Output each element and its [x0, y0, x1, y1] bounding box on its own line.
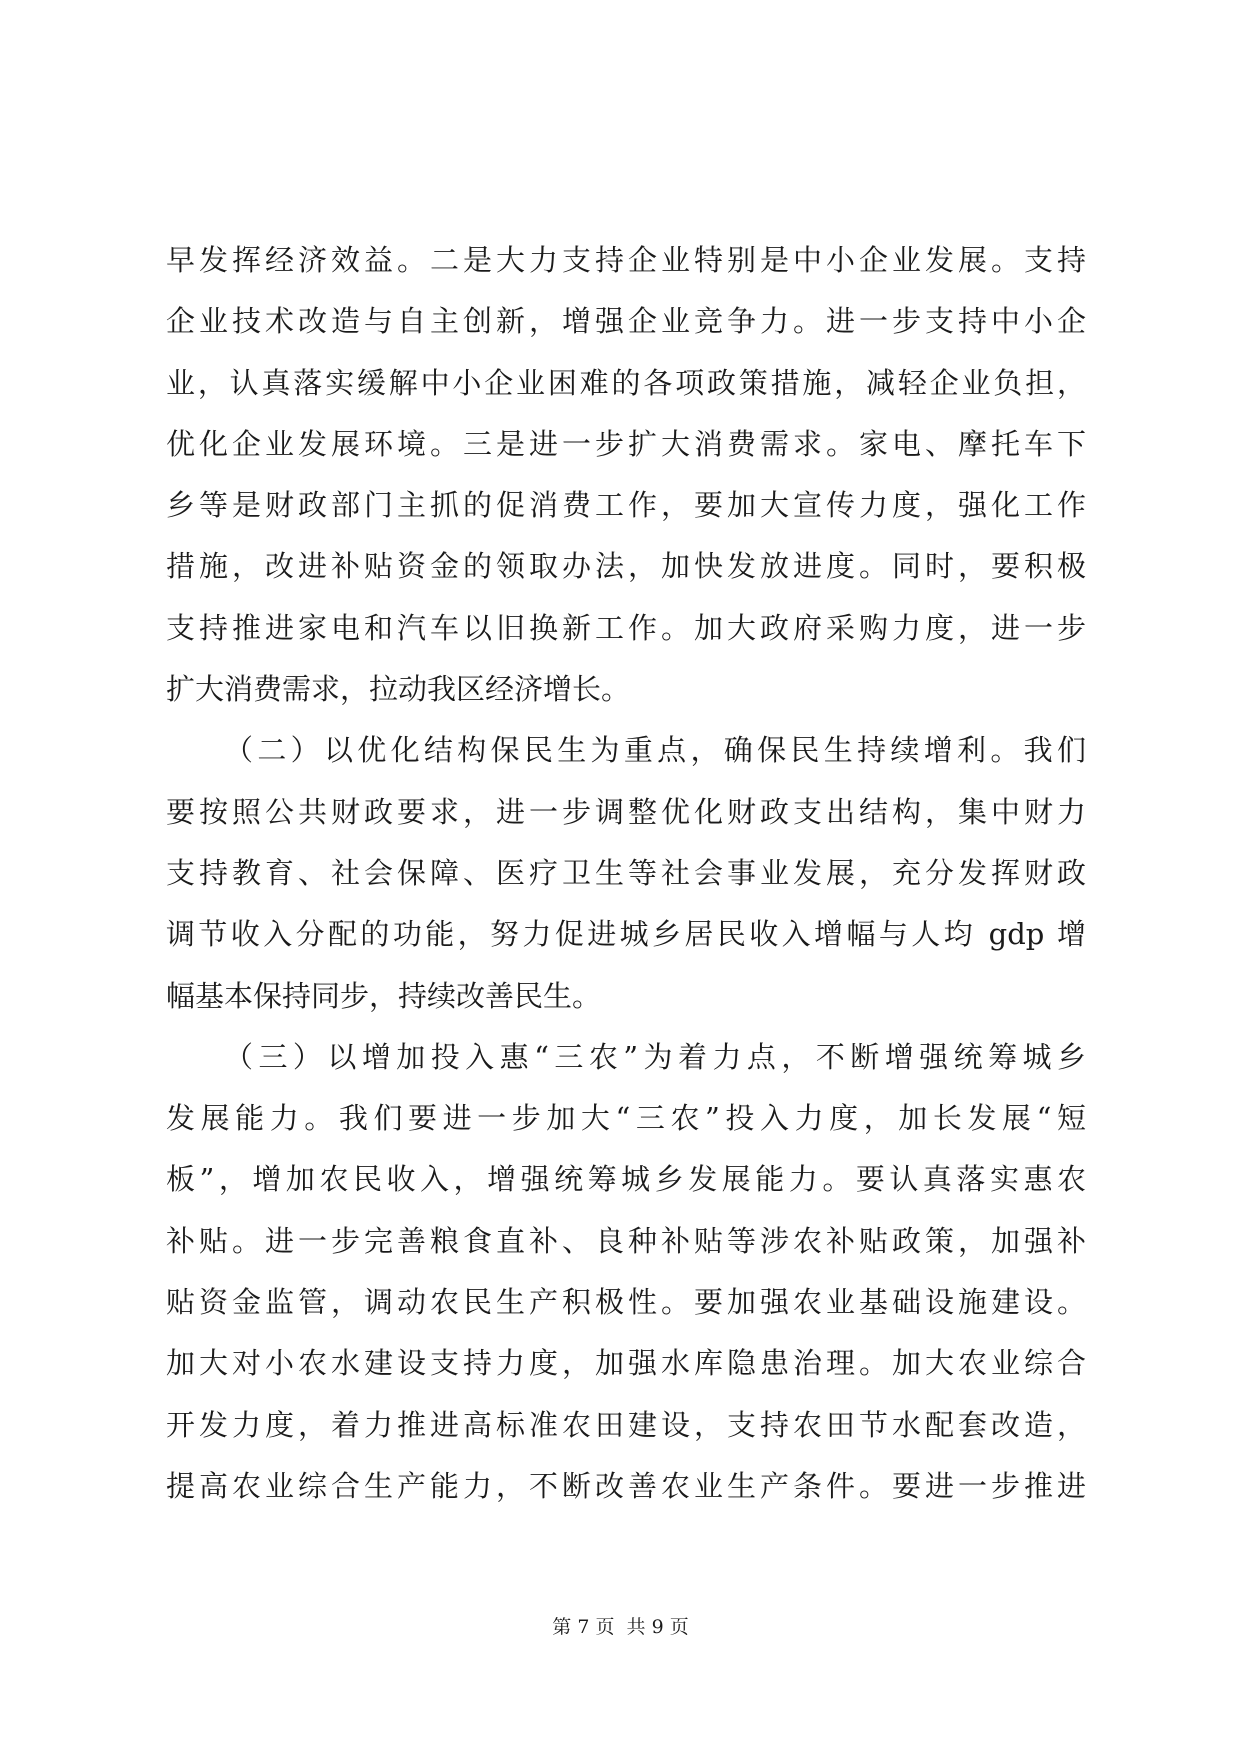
paragraph-line: （二）以优化结构保民生为重点，确保民生持续增利。我们: [224, 733, 1086, 768]
paragraph-line: 板”，增加农民收入，增强统筹城乡发展能力。要认真落实惠农: [166, 1162, 1086, 1197]
paragraph-line: 措施，改进补贴资金的领取办法，加快发放进度。同时，要积极: [166, 549, 1086, 584]
paragraph-line: 业，认真落实缓解中小企业困难的各项政策措施，减轻企业负担，: [166, 365, 1086, 400]
paragraph-line: 早发挥经济效益。二是大力支持企业特别是中小企业发展。支持: [166, 243, 1086, 277]
paragraph-line: 加大对小农水建设支持力度，加强水库隐患治理。加大农业综合: [166, 1346, 1086, 1381]
paragraph-line: 提高农业综合生产能力，不断改善农业生产条件。要进一步推进: [166, 1468, 1086, 1503]
paragraph-line: 要按照公共财政要求，进一步调整优化财政支出结构，集中财力: [166, 794, 1086, 829]
page-number: 第 7 页 共 9 页: [552, 1616, 689, 1638]
paragraph-line: 支持教育、社会保障、医疗卫生等社会事业发展，充分发挥财政: [166, 855, 1086, 890]
paragraph-line: 优化企业发展环境。三是进一步扩大消费需求。家电、摩托车下: [166, 426, 1086, 461]
paragraph-line: 发展能力。我们要进一步加大“三农”投入力度，加长发展“短: [166, 1101, 1086, 1136]
paragraph-line: 企业技术改造与自主创新，增强企业竞争力。进一步支持中小企: [166, 304, 1086, 339]
paragraph-line: 开发力度，着力推进高标准农田建设，支持农田节水配套改造，: [166, 1407, 1086, 1442]
paragraph-line: 扩大消费需求，拉动我区经济增长。: [166, 672, 631, 707]
paragraph-line: 调节收入分配的功能，努力促进城乡居民收入增幅与人均 gdp 增: [166, 917, 1086, 952]
paragraph-line: 补贴。进一步完善粮食直补、良种补贴等涉农补贴政策，加强补: [166, 1223, 1086, 1258]
paragraph-line: 乡等是财政部门主抓的促消费工作，要加大宣传力度，强化工作: [166, 488, 1086, 523]
paragraph-line: （三）以增加投入惠“三农”为着力点，不断增强统筹城乡: [224, 1039, 1086, 1074]
paragraph-line: 贴资金监管，调动农民生产积极性。要加强农业基础设施建设。: [166, 1285, 1086, 1320]
paragraph-line: 支持推进家电和汽车以旧换新工作。加大政府采购力度，进一步: [166, 610, 1086, 645]
document-body: [166, 230, 1086, 1517]
page-footer: [0, 1612, 1241, 1639]
paragraph-line: 幅基本保持同步，持续改善民生。: [166, 978, 602, 1013]
